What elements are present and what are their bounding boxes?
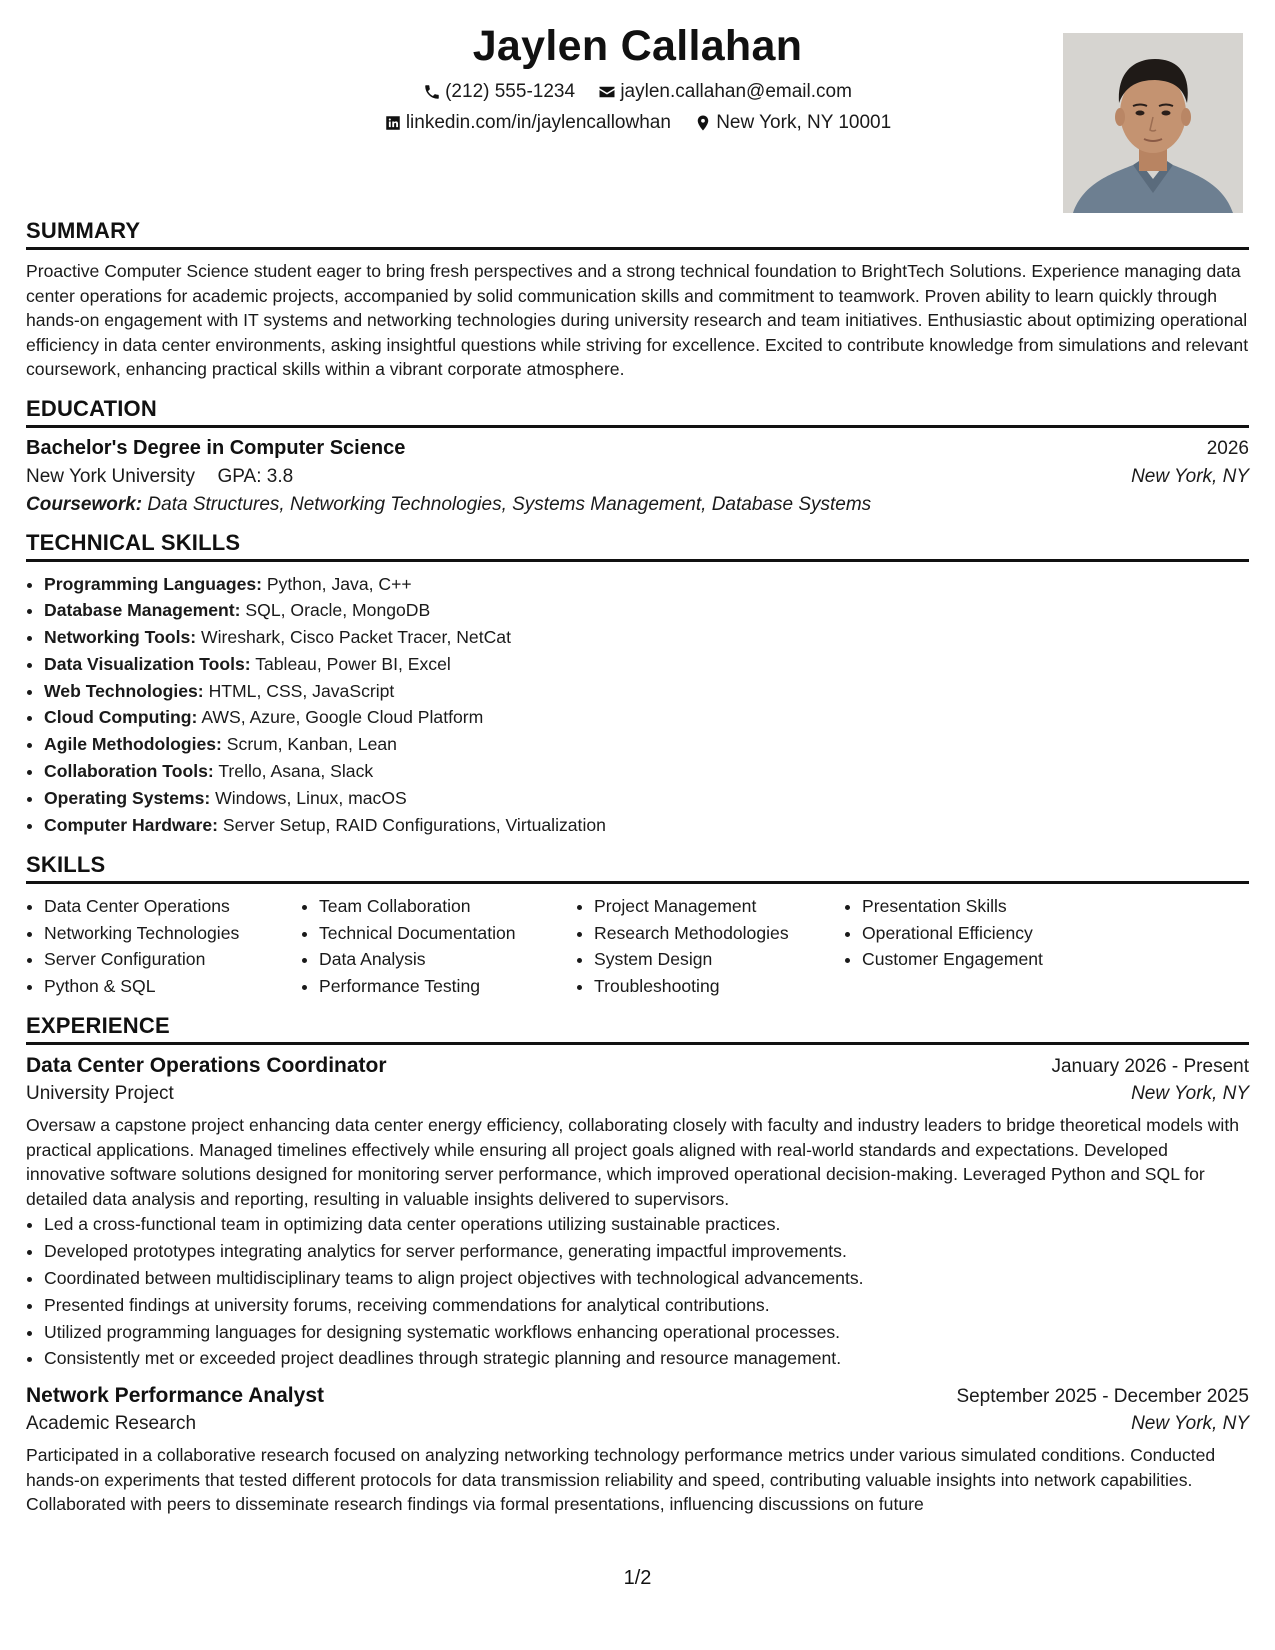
school-name: New York University bbox=[26, 465, 195, 487]
phone-icon bbox=[423, 83, 441, 101]
job-org-row bbox=[26, 1413, 1249, 1435]
skill-category: Programming Languages: bbox=[44, 573, 262, 594]
map-pin-icon bbox=[694, 114, 712, 132]
skill-values: Python, Java, C++ bbox=[266, 573, 412, 594]
list-item bbox=[44, 731, 1249, 758]
list-item: • System Design bbox=[594, 946, 844, 973]
skill-values: Trello, Asana, Slack bbox=[218, 761, 374, 782]
technical-skills-heading: TECHNICAL SKILLS bbox=[26, 530, 1249, 562]
skills-heading: SKILLS bbox=[26, 852, 1249, 884]
job-entry bbox=[26, 1054, 1249, 1372]
list-item: • Data Analysis bbox=[319, 946, 576, 973]
list-item bbox=[44, 597, 1249, 624]
list-item: • Presentation Skills bbox=[862, 893, 1162, 920]
skill-category: Web Technologies: bbox=[44, 680, 204, 701]
list-item: • Coordinated between multidisciplinary teams to align project objectives with technological advancements. bbox=[44, 1265, 1249, 1292]
skills-column-4 bbox=[844, 893, 1162, 999]
job-dates: January 2026 - Present bbox=[1051, 1056, 1249, 1078]
list-item bbox=[44, 785, 1249, 812]
list-item: • Customer Engagement bbox=[862, 946, 1162, 973]
education-school-row bbox=[26, 466, 1249, 488]
graduation-year: 2026 bbox=[1206, 437, 1249, 459]
list-item: • Project Management bbox=[594, 893, 844, 920]
job-org-row bbox=[26, 1083, 1249, 1105]
list-item bbox=[44, 812, 1249, 839]
list-item: • Team Collaboration bbox=[319, 893, 576, 920]
list-item: • Performance Testing bbox=[319, 973, 576, 1000]
skill-category: Collaboration Tools: bbox=[44, 761, 214, 782]
skills-column-1 bbox=[26, 893, 301, 999]
job-bullets bbox=[26, 1211, 1249, 1372]
list-item bbox=[44, 678, 1249, 705]
list-item: • Led a cross-functional team in optimizing data center operations utilizing sustainable practices. bbox=[44, 1211, 1249, 1238]
skill-values: Scrum, Kanban, Lean bbox=[226, 734, 397, 755]
skill-values: SQL, Oracle, MongoDB bbox=[245, 600, 431, 621]
skill-category: Networking Tools: bbox=[44, 627, 197, 648]
summary-text: Proactive Computer Science student eager to bring fresh perspectives and a strong technical foundation to BrightTech Solutions. Experience managing data center operations for academic projects, accompanied by solid communication skills and commitment to teamwork. Proven ability to learn quickly through hands-on engagement with IT systems and networking technologies during university research and team initiatives. Enthusiastic about optimizing operational efficiency in data center environments, asking insightful questions while striving for excellence. Excited to contribute knowledge from simulations and relevant coursework, enhancing practical skills within a vibrant corporate atmosphere. bbox=[26, 261, 1249, 379]
education-section bbox=[26, 396, 1249, 516]
phone-contact bbox=[423, 81, 575, 103]
linkedin-text: linkedin.com/in/jaylencallowhan bbox=[405, 112, 671, 133]
coursework-label: Coursework: bbox=[26, 493, 143, 515]
technical-skills-list bbox=[26, 571, 1249, 839]
summary-section bbox=[26, 218, 1249, 382]
location-contact bbox=[694, 112, 891, 134]
linkedin-contact[interactable] bbox=[384, 112, 671, 134]
skill-values: AWS, Azure, Google Cloud Platform bbox=[201, 707, 484, 728]
location-text: New York, NY 10001 bbox=[716, 112, 892, 133]
degree-title: Bachelor's Degree in Computer Science bbox=[26, 436, 406, 459]
job-location: New York, NY bbox=[1131, 1413, 1249, 1435]
job-title-row bbox=[26, 1384, 1249, 1408]
list-item bbox=[44, 571, 1249, 598]
list-item: • Operational Efficiency bbox=[862, 920, 1162, 947]
skill-category: Database Management: bbox=[44, 600, 241, 621]
portrait-image bbox=[1063, 33, 1243, 213]
technical-skills-section bbox=[26, 530, 1249, 839]
email-text: jaylen.callahan@email.com bbox=[620, 81, 852, 102]
skill-values: Wireshark, Cisco Packet Tracer, NetCat bbox=[201, 627, 511, 648]
experience-heading: EXPERIENCE bbox=[26, 1013, 1249, 1045]
list-item: • Developed prototypes integrating analytics for server performance, generating impactful improvements. bbox=[44, 1238, 1249, 1265]
job-entry bbox=[26, 1384, 1249, 1517]
skills-section bbox=[26, 852, 1249, 999]
job-dates: September 2025 - December 2025 bbox=[956, 1386, 1249, 1408]
skills-column-2 bbox=[301, 893, 576, 999]
resume-header bbox=[26, 0, 1249, 218]
skill-category: Computer Hardware: bbox=[44, 814, 219, 835]
linkedin-icon bbox=[384, 114, 402, 132]
job-description: Oversaw a capstone project enhancing data center energy efficiency, collaborating closely with faculty and industry leaders to bridge theoretical models with practical applications. Managed timelines effectively while ensuring all project goals aligned with real-world standards and expectations. Developed innovative software solutions designed for monitoring server performance, which improved operational decision-making. Leveraged Python and SQL for detailed data analysis and reporting, resulting in valuable insights delivered to supervisors. bbox=[26, 1115, 1240, 1209]
summary-heading: SUMMARY bbox=[26, 218, 1249, 250]
coursework-list: Data Structures, Networking Technologies, Systems Management, Database Systems bbox=[147, 493, 872, 515]
list-item bbox=[44, 704, 1249, 731]
skills-column-3 bbox=[576, 893, 844, 999]
list-item: • Presented findings at university forums, receiving commendations for analytical contributions. bbox=[44, 1292, 1249, 1319]
list-item: • Python & SQL bbox=[44, 973, 301, 1000]
skill-category: Cloud Computing: bbox=[44, 707, 198, 728]
job-location: New York, NY bbox=[1131, 1083, 1249, 1105]
list-item: • Research Methodologies bbox=[594, 920, 844, 947]
list-item bbox=[44, 758, 1249, 785]
coursework bbox=[26, 494, 1249, 516]
job-title: Data Center Operations Coordinator bbox=[26, 1054, 387, 1078]
skill-category: Agile Methodologies: bbox=[44, 734, 222, 755]
list-item bbox=[44, 651, 1249, 678]
skill-values: Server Setup, RAID Configurations, Virtualization bbox=[222, 814, 606, 835]
school-info bbox=[26, 466, 293, 488]
skill-category: Operating Systems: bbox=[44, 787, 211, 808]
job-description: Participated in a collaborative research focused on analyzing networking technology performance metrics under various simulated conditions. Conducted hands-on experiments that tested different protocols for data transmission reliability and speed, contributing valuable insights into network capabilities. Collaborated with peers to disseminate research findings via formal presentations, influencing discussions on future bbox=[26, 1445, 1216, 1515]
page-number: 1/2 bbox=[623, 1567, 652, 1589]
experience-section bbox=[26, 1013, 1249, 1516]
list-item: • Consistently met or exceeded project deadlines through strategic planning and resource management. bbox=[44, 1345, 1249, 1372]
school-location: New York, NY bbox=[1131, 465, 1249, 487]
list-item bbox=[44, 624, 1249, 651]
candidate-name: Jaylen Callahan bbox=[472, 22, 803, 70]
job-organization: Academic Research bbox=[26, 1413, 197, 1435]
list-item: • Data Center Operations bbox=[44, 893, 301, 920]
skill-values: HTML, CSS, JavaScript bbox=[208, 680, 395, 701]
skill-values: Windows, Linux, macOS bbox=[215, 787, 407, 808]
gpa: GPA: 3.8 bbox=[217, 465, 294, 487]
education-degree-row bbox=[26, 437, 1249, 460]
job-title: Network Performance Analyst bbox=[26, 1384, 324, 1408]
envelope-icon bbox=[598, 83, 616, 101]
profile-photo bbox=[1063, 33, 1243, 213]
resume-page bbox=[26, 0, 1249, 1531]
list-item: • Troubleshooting bbox=[594, 973, 844, 1000]
skill-values: Tableau, Power BI, Excel bbox=[255, 653, 451, 674]
education-heading: EDUCATION bbox=[26, 396, 1249, 428]
list-item: • Technical Documentation bbox=[319, 920, 576, 947]
skills-grid bbox=[26, 893, 1249, 999]
job-organization: University Project bbox=[26, 1083, 174, 1105]
skill-category: Data Visualization Tools: bbox=[44, 653, 251, 674]
phone-text: (212) 555-1234 bbox=[445, 81, 576, 102]
list-item: • Utilized programming languages for designing systematic workflows enhancing operational processes. bbox=[44, 1319, 1249, 1346]
list-item: • Server Configuration bbox=[44, 946, 301, 973]
job-title-row bbox=[26, 1054, 1249, 1078]
email-contact[interactable] bbox=[598, 81, 852, 103]
list-item: • Networking Technologies bbox=[44, 920, 301, 947]
